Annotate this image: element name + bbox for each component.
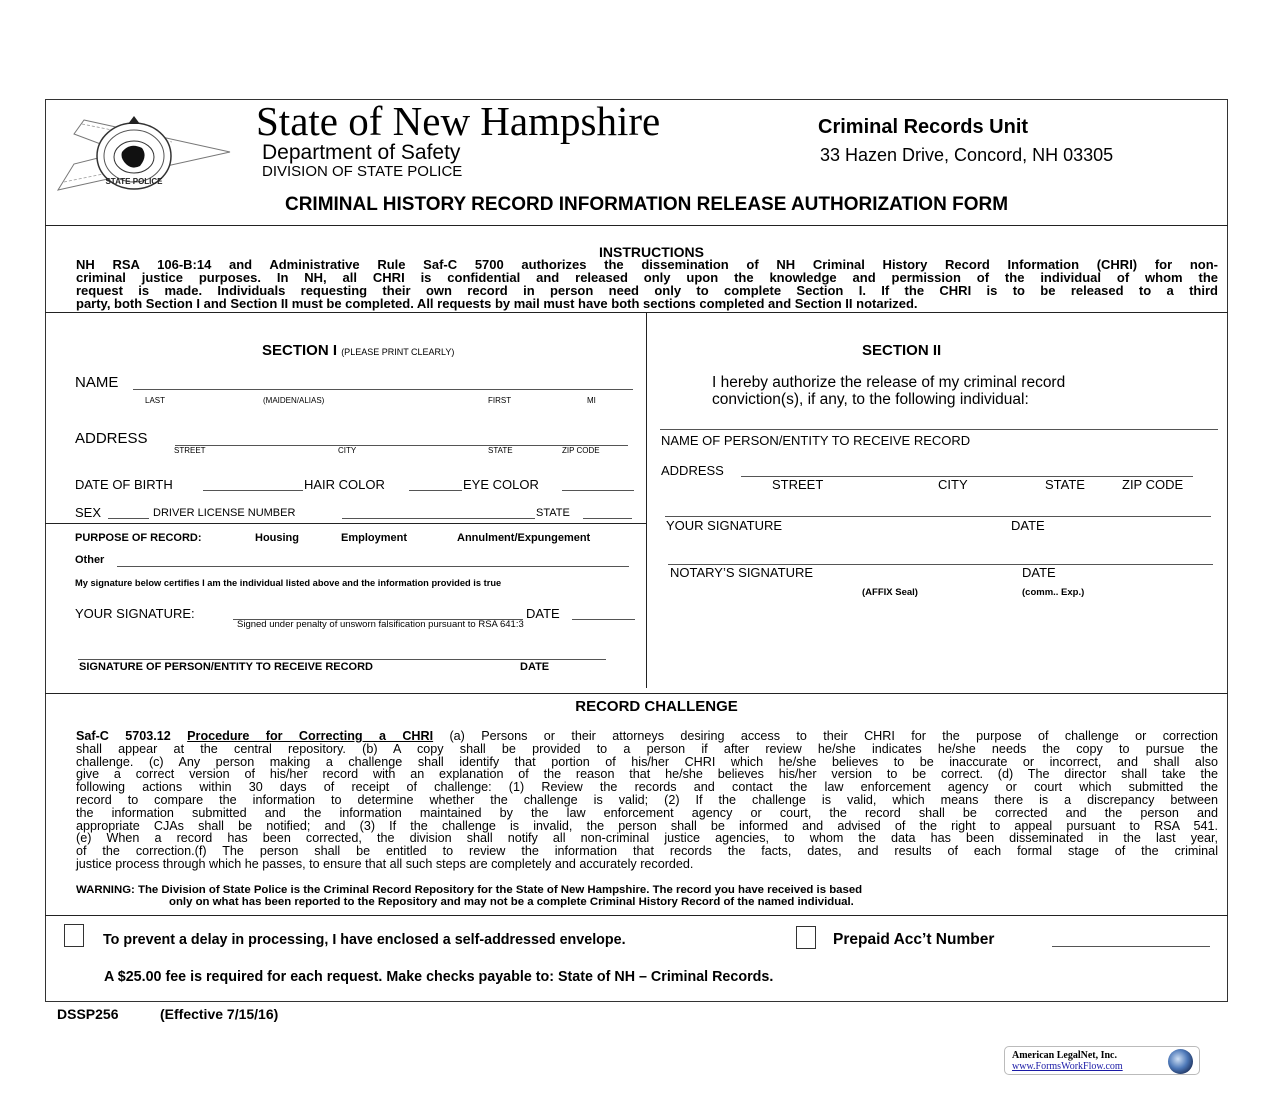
notary-signature-label: NOTARY’S SIGNATURE xyxy=(670,565,814,580)
receiver-signature-label: SIGNATURE OF PERSON/ENTITY TO RECEIVE RECORD xyxy=(79,661,373,673)
receiver-date-label: DATE xyxy=(520,661,550,673)
signature-label: YOUR SIGNATURE: xyxy=(75,606,195,621)
branding-badge xyxy=(1004,1046,1200,1075)
receiver-address-sublabel-state: STATE xyxy=(1045,477,1085,492)
instructions-heading: INSTRUCTIONS xyxy=(599,244,704,260)
license-state-field[interactable] xyxy=(583,518,632,519)
fee-text: A $25.00 fee is required for each request. Make checks payable to: State of NH – Criminal Records. xyxy=(104,969,774,985)
hair-field[interactable] xyxy=(409,490,462,491)
authorize-text-1: I hereby authorize the release of my criminal record xyxy=(712,374,1066,391)
effective-date: (Effective 7/15/16) xyxy=(160,1006,279,1022)
other-field[interactable] xyxy=(117,566,629,567)
other-label: Other xyxy=(75,554,105,566)
prepaid-checkbox[interactable] xyxy=(796,926,816,949)
purpose-employment[interactable]: Employment xyxy=(341,532,408,544)
address-label: ADDRESS xyxy=(75,430,148,447)
divider xyxy=(45,312,1228,313)
signature-date-field[interactable] xyxy=(572,619,635,620)
address-sublabel-city: CITY xyxy=(338,446,357,455)
receiver-address-sublabel-city: CITY xyxy=(938,477,968,492)
eye-label: EYE COLOR xyxy=(463,477,539,492)
form-title: CRIMINAL HISTORY RECORD INFORMATION RELEASE AUTHORIZATION FORM xyxy=(284,194,1009,215)
section1-title: SECTION I (PLEASE PRINT CLEARLY) xyxy=(262,342,455,359)
branding-company: American LegalNet, Inc. xyxy=(1012,1050,1117,1061)
warning-line-1: WARNING: The Division of State Police is the Criminal Record Repository for the State of New Hampshire. The record you have received is based xyxy=(76,884,863,896)
sex-field[interactable] xyxy=(108,518,149,519)
form-id: DSSP256 xyxy=(57,1006,119,1022)
license-field[interactable] xyxy=(342,518,535,519)
prepaid-label: Prepaid Acc’t Number xyxy=(833,931,995,948)
state-title: State of New Hampshire xyxy=(256,98,661,144)
sex-label: SEX xyxy=(75,505,102,520)
envelope-text: To prevent a delay in processing, I have enclosed a self-addressed envelope. xyxy=(103,932,626,948)
receiver-signature-field[interactable] xyxy=(78,659,606,660)
address-sublabel-zip: ZIP CODE xyxy=(562,446,600,455)
divider xyxy=(45,693,1228,694)
address-sublabel-street: STREET xyxy=(174,446,206,455)
your-signature-date-label: DATE xyxy=(1011,518,1045,533)
prepaid-account-field[interactable] xyxy=(1052,946,1210,947)
state-police-badge-icon xyxy=(52,112,237,197)
purpose-label: PURPOSE OF RECORD: xyxy=(75,532,202,544)
receiver-name-field[interactable] xyxy=(660,429,1218,430)
license-label: DRIVER LICENSE NUMBER xyxy=(153,507,296,519)
purpose-annulment[interactable]: Annulment/Expungement xyxy=(457,532,591,544)
authorize-text-2: conviction(s), if any, to the following individual: xyxy=(712,391,1029,408)
name-sublabel-first: FIRST xyxy=(488,396,512,405)
name-sublabel-last: LAST xyxy=(145,396,166,405)
unit-address: 33 Hazen Drive, Concord, NH 03305 xyxy=(820,145,1114,165)
your-signature-field[interactable] xyxy=(665,516,1211,517)
comm-exp-text: (comm.. Exp.) xyxy=(1022,587,1085,598)
envelope-checkbox[interactable] xyxy=(64,924,84,947)
address-sublabel-state: STATE xyxy=(488,446,513,455)
penalty-text: Signed under penalty of unsworn falsification pursuant to RSA 641:3 xyxy=(237,619,524,630)
certify-text: My signature below certifies I am the individual listed above and the information provided is true xyxy=(75,578,502,588)
branding-url[interactable]: www.FormsWorkFlow.com xyxy=(1012,1061,1123,1072)
name-sublabel-mi: MI xyxy=(587,396,596,405)
record-challenge-text: Saf-C 5703.12 Procedure for Correcting a CHRI (a) Persons or their attorneys desiring access to their CHRI for the purpose of challenge or correction shall appear at the central repository. (b) A copy shall be provided to a person if after review he/she indicates he/she needs the copy to pursue the challenge. (c) Any person making a challenge shall identify that portion of his/her CHRI which he/she believes to be inaccurate or incorrect, and shall also give a correct version of his/her record with an explanation of the reason that he/she believes his/her version to be correct. (d) The director shall take the following actions within 30 days of receipt of challenge: (1) Review the records and contact the law enforcement agency or court which submitted the record to compare the information to determine whether the challenge is valid; (2) If the challenge is valid, which means there is a discrepancy between the information submitted and the information maintained by the law enforcement agency or court, the record shall be corrected and the person and appropriate CJAs shall be notified; and (3) If the challenge is invalid, the person shall be informed and advised of the right to appeal pursuant to RSA 541. (e) When a record has been corrected, the division shall notify all non-criminal justice agencies, to whom the data has been disseminated in the last year, of the correction.(f) The person shall be entitled to review the information that records the facts, dates, and results of each formal stage of the criminal justice process through which he passes, to ensure that all such steps are completely and accurately recorded. xyxy=(76,729,1218,871)
warning-line-2: only on what has been reported to the Repository and may not be a complete Criminal History Record of the named individual. xyxy=(169,896,854,908)
name-field[interactable] xyxy=(133,389,633,390)
section2-title: SECTION II xyxy=(862,342,942,359)
name-sublabel-maiden: (MAIDEN/ALIAS) xyxy=(263,396,325,405)
notary-date-label: DATE xyxy=(1022,565,1056,580)
eye-field[interactable] xyxy=(562,490,634,491)
dob-label: DATE OF BIRTH xyxy=(75,477,173,492)
unit-name: Criminal Records Unit xyxy=(818,116,1029,138)
instructions-text: NH RSA 106-B:14 and Administrative Rule Saf-C 5700 authorizes the dissemination of NH Criminal History Record Information (CHRI) for non- criminal justice purposes. In NH, all CHRI is confidential and released only upon the knowledge and permission of the individual of whom the request is made. Individuals requesting their own record in person need only to complete Section I. If the CHRI is to be released to a third party, both Section I and Section II must be completed. All requests by mail must have both sections completed and Section II notarized. xyxy=(76,257,1218,311)
affix-seal-text: (AFFIX Seal) xyxy=(862,587,918,598)
dob-field[interactable] xyxy=(203,490,303,491)
section-divider xyxy=(646,312,647,688)
signature-date-label: DATE xyxy=(526,606,560,621)
purpose-housing[interactable]: Housing xyxy=(255,532,299,544)
hair-label: HAIR COLOR xyxy=(304,477,385,492)
address-field[interactable] xyxy=(175,445,628,446)
receiver-address-label: ADDRESS xyxy=(661,463,724,478)
record-challenge-heading: RECORD CHALLENGE xyxy=(575,698,738,715)
divider xyxy=(45,523,646,524)
globe-icon xyxy=(1168,1049,1193,1074)
svg-text:STATE POLICE: STATE POLICE xyxy=(105,177,163,186)
receiver-address-sublabel-zip: ZIP CODE xyxy=(1122,477,1184,492)
divider xyxy=(45,225,1228,226)
division-name: DIVISION OF STATE POLICE xyxy=(262,163,463,180)
license-state-label: STATE xyxy=(536,507,570,519)
your-signature-label: YOUR SIGNATURE xyxy=(666,518,783,533)
name-label: NAME xyxy=(75,374,119,391)
receiver-name-label: NAME OF PERSON/ENTITY TO RECEIVE RECORD xyxy=(661,433,971,448)
divider xyxy=(45,915,1228,916)
state-police-logo xyxy=(52,112,237,197)
receiver-address-sublabel-street: STREET xyxy=(772,477,824,492)
department-name: Department of Safety xyxy=(262,141,461,164)
